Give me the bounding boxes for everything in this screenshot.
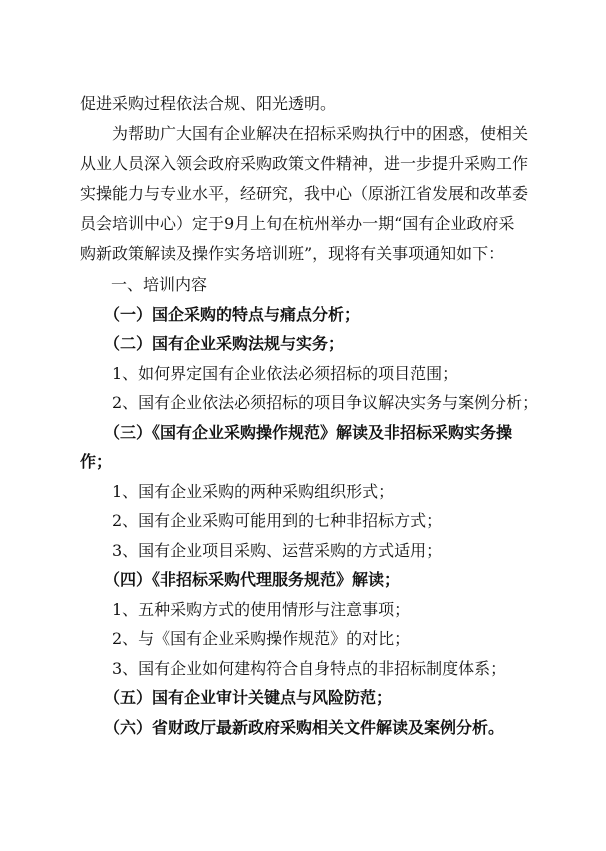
list-item: 2、国有企业依法必须招标的项目争议解决实务与案例分析； xyxy=(112,393,539,412)
subsection-heading: （三）《国有企业采购操作规范》解读及非招标采购实务操 xyxy=(104,423,513,442)
subsection-heading: （五）国有企业审计关键点与风险防范； xyxy=(104,688,393,707)
list-item: 3、国有企业如何建构符合自身特点的非招标制度体系； xyxy=(112,659,507,678)
subsection-heading: （一）国企采购的特点与痛点分析； xyxy=(104,305,361,324)
paragraph-line: 实操能力与专业水平，经研究，我中心（原浙江省发展和改革委 xyxy=(80,184,529,203)
section-heading: 一、培训内容 xyxy=(111,275,208,294)
list-item: 1、五种采购方式的使用情形与注意事项； xyxy=(112,600,411,619)
list-item: 1、如何界定国有企业依法必须招标的项目范围； xyxy=(112,364,459,383)
paragraph-line: 为帮助广大国有企业解决在招标采购执行中的困惑，使相关 xyxy=(112,124,529,143)
paragraph-line: 促进采购过程依法合规、阳光透明。 xyxy=(80,94,337,113)
subsection-heading: （二）国有企业采购法规与实务； xyxy=(104,334,345,353)
subsection-heading: （六）省财政厅最新政府采购相关文件解读及案例分析。 xyxy=(104,718,505,737)
list-item: 2、国有企业采购可能用到的七种非招标方式； xyxy=(112,511,443,530)
subsection-heading-cont: 作； xyxy=(80,452,113,471)
paragraph-line: 购新政策解读及操作实务培训班”，现将有关事项通知如下： xyxy=(80,244,505,263)
list-item: 3、国有企业项目采购、运营采购的方式适用； xyxy=(112,541,443,560)
list-item: 1、国有企业采购的两种采购组织形式； xyxy=(112,482,395,501)
subsection-heading: （四）《非招标采购代理服务规范》解读； xyxy=(104,570,401,589)
paragraph-line: 从业人员深入领会政府采购政策文件精神，进一步提升采购工作 xyxy=(80,154,529,173)
list-item: 2、与《国有企业采购操作规范》的对比； xyxy=(112,629,411,648)
paragraph-line: 员会培训中心）定于9月上旬在杭州举办一期“国有企业政府采 xyxy=(80,214,515,233)
